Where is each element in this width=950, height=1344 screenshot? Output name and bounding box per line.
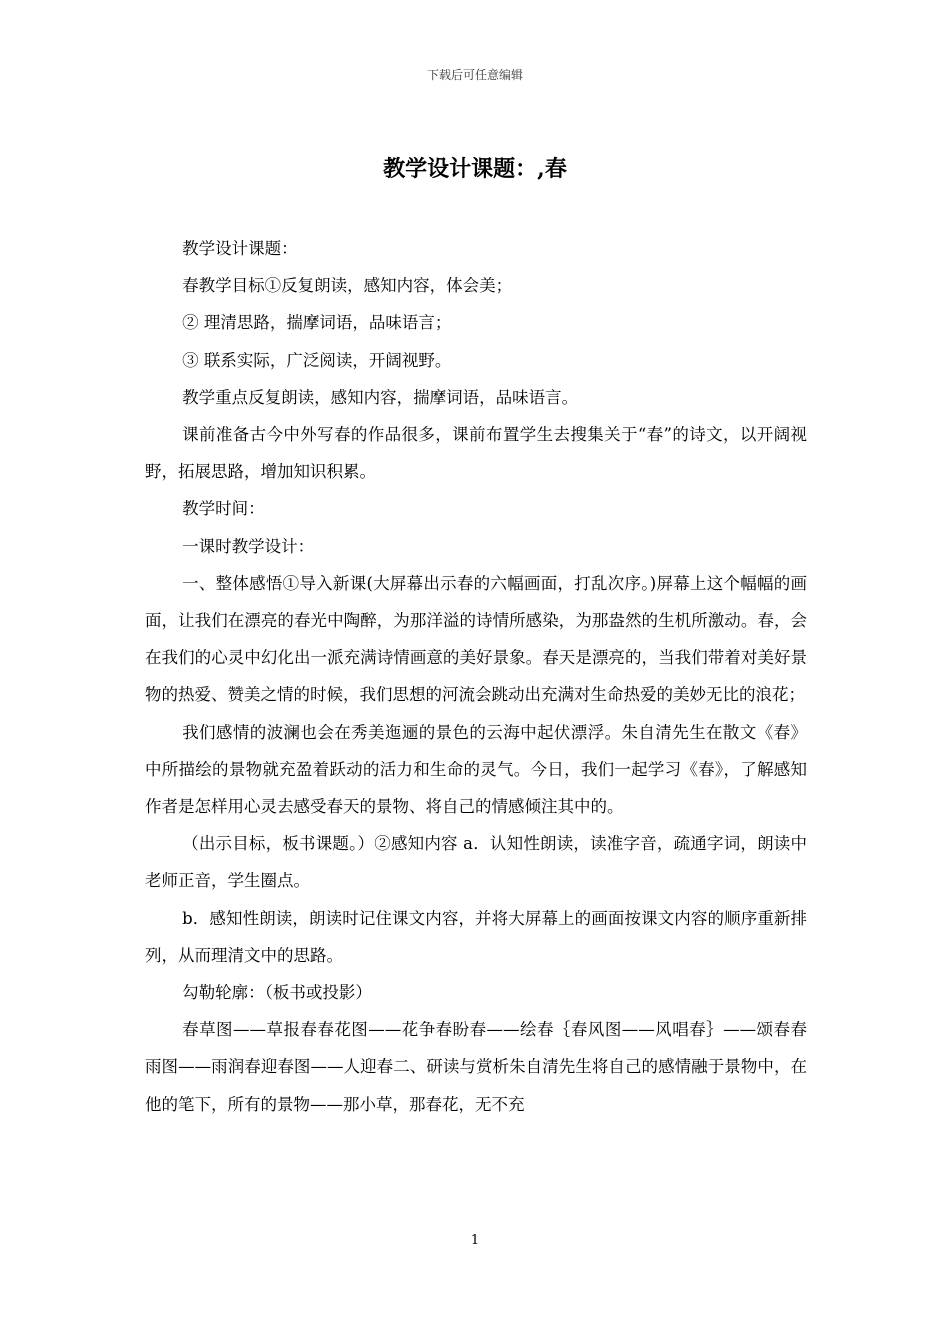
document-title: 教学设计课题：,春 [383, 156, 567, 182]
paragraph: 一课时教学设计： [182, 536, 315, 556]
paragraph: 春草图——草报春春花图——花争春盼春——绘春｛春风图——风唱春｝——颂春春雨图——雨润春迎春图——人迎春二、研读与赏析朱自清先生将自己的感情融于景物中，在他的笔下，所有的景物——那小草，那春花，无不充 [145, 1020, 807, 1114]
paragraph: 春教学目标①反复朗读，感知内容，体会美； [182, 276, 513, 296]
page-number: 1 [470, 1233, 480, 1248]
paragraph: 一、整体感悟①导入新课(大屏幕出示春的六幅画面，打乱次序。)屏幕上这个幅幅的画面，让我们在漂亮的春光中陶醉，为那洋溢的诗情所感染，为那盎然的生机所激动。春，会在我们的心灵中幻化出一派充满诗情画意的美好景象。春天是漂亮的，当我们带着对美好景物的热爱、赞美之情的时候，我们思想的河流会跳动出充满对生命热爱的美妙无比的浪花； [145, 573, 807, 705]
paragraph: 教学时间： [182, 499, 265, 519]
header-note: 下载后可任意编辑 [426, 68, 523, 82]
paragraph: （出示目标，板书课题。）②感知内容 a．认知性朗读，读准字音，疏通字词，朗读中老师正音，学生圈点。 [145, 834, 807, 891]
paragraph: 课前准备古今中外写春的作品很多，课前布置学生去搜集关于“春”的诗文，以开阔视野，拓展思路，增加知识积累。 [145, 425, 807, 482]
paragraph: b．感知性朗读，朗读时记住课文内容，并将大屏幕上的画面按课文内容的顺序重新排列，从而理清文中的思路。 [145, 908, 807, 965]
paragraph: ② 理清思路，揣摩词语，品味语言； [182, 313, 452, 333]
paragraph: 勾勒轮廓：（板书或投影） [182, 983, 372, 1003]
paragraph: ③ 联系实际，广泛阅读，开阔视野。 [182, 350, 452, 370]
paragraph: 教学重点反复朗读，感知内容，揣摩词语，品味语言。 [182, 387, 579, 407]
paragraph: 我们感情的波澜也会在秀美迤逦的景色的云海中起伏漂浮。朱自清先生在散文《春》中所描绘的景物就充盈着跃动的活力和生命的灵气。今日，我们一起学习《春》，了解感知作者是怎样用心灵去感受春天的景物、将自己的情感倾注其中的。 [145, 722, 807, 817]
paragraph: 教学设计课题： [182, 239, 298, 258]
document-body [145, 230, 807, 1123]
